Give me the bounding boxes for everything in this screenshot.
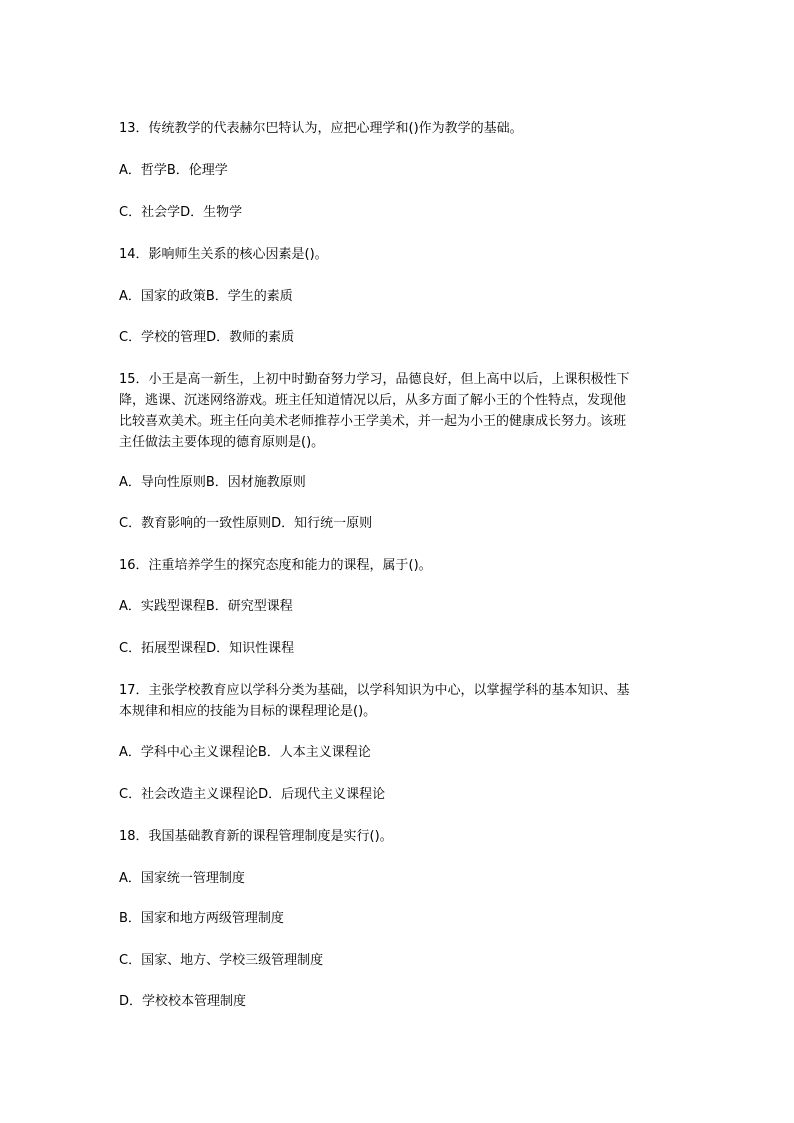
answer-options xyxy=(119,327,679,348)
text-line: A．哲学B．伦理学 xyxy=(119,163,228,178)
text-line: 主任做法主要体现的德育原则是()。 xyxy=(119,435,325,450)
text-line: 14．影响师生关系的核心因素是()。 xyxy=(119,247,328,262)
text-line: C．社会学D．生物学 xyxy=(119,205,243,220)
answer-options xyxy=(119,513,679,534)
answer-options xyxy=(119,868,679,889)
text-line: 比较喜欢美术。班主任向美术老师推荐小王学美术，并一起为小王的健康成长努力。该班 xyxy=(119,414,627,429)
text-line: A．学科中心主义课程论B．人本主义课程论 xyxy=(119,745,371,760)
question-text xyxy=(119,118,679,139)
answer-options xyxy=(119,638,679,659)
text-line: C．拓展型课程D．知识性课程 xyxy=(119,641,295,656)
answer-options xyxy=(119,472,679,493)
text-line: 13．传统教学的代表赫尔巴特认为，应把心理学和()作为教学的基础。 xyxy=(119,121,523,136)
text-line: 降，逃课、沉迷网络游戏。班主任知道情况以后，从多方面了解小王的个性特点，发现他 xyxy=(119,393,627,408)
question-text xyxy=(119,680,679,722)
text-line: D．学校校本管理制度 xyxy=(119,994,247,1009)
answer-options xyxy=(119,991,679,1012)
text-line: 本规律和相应的技能为目标的课程理论是()。 xyxy=(119,704,377,719)
question-text xyxy=(119,369,679,453)
text-line: A．实践型课程B．研究型课程 xyxy=(119,599,293,614)
text-line: C．学校的管理D．教师的素质 xyxy=(119,330,295,345)
text-line: A．导向性原则B．因材施教原则 xyxy=(119,475,306,490)
text-line: A．国家统一管理制度 xyxy=(119,871,245,886)
text-line: C．国家、地方、学校三级管理制度 xyxy=(119,953,324,968)
text-line: 17．主张学校教育应以学科分类为基础，以学科知识为中心，以掌握学科的基本知识、基 xyxy=(119,683,630,698)
question-text xyxy=(119,555,679,576)
text-line: 18．我国基础教育新的课程管理制度是实行()。 xyxy=(119,829,393,844)
answer-options xyxy=(119,742,679,763)
answer-options xyxy=(119,908,679,929)
text-line: C．社会改造主义课程论D．后现代主义课程论 xyxy=(119,787,386,802)
answer-options xyxy=(119,202,679,223)
answer-options xyxy=(119,950,679,971)
text-line: C．教育影响的一致性原则D．知行统一原则 xyxy=(119,516,373,531)
text-line: A．国家的政策B．学生的素质 xyxy=(119,289,293,304)
answer-options xyxy=(119,160,679,181)
answer-options xyxy=(119,596,679,617)
text-line: 15．小王是高一新生，上初中时勤奋努力学习，品德良好，但上高中以后，上课积极性下 xyxy=(119,372,630,387)
question-text xyxy=(119,244,679,265)
question-text xyxy=(119,826,679,847)
text-line: 16．注重培养学生的探究态度和能力的课程，属于()。 xyxy=(119,558,432,573)
answer-options xyxy=(119,784,679,805)
answer-options xyxy=(119,286,679,307)
text-line: B．国家和地方两级管理制度 xyxy=(119,911,284,926)
